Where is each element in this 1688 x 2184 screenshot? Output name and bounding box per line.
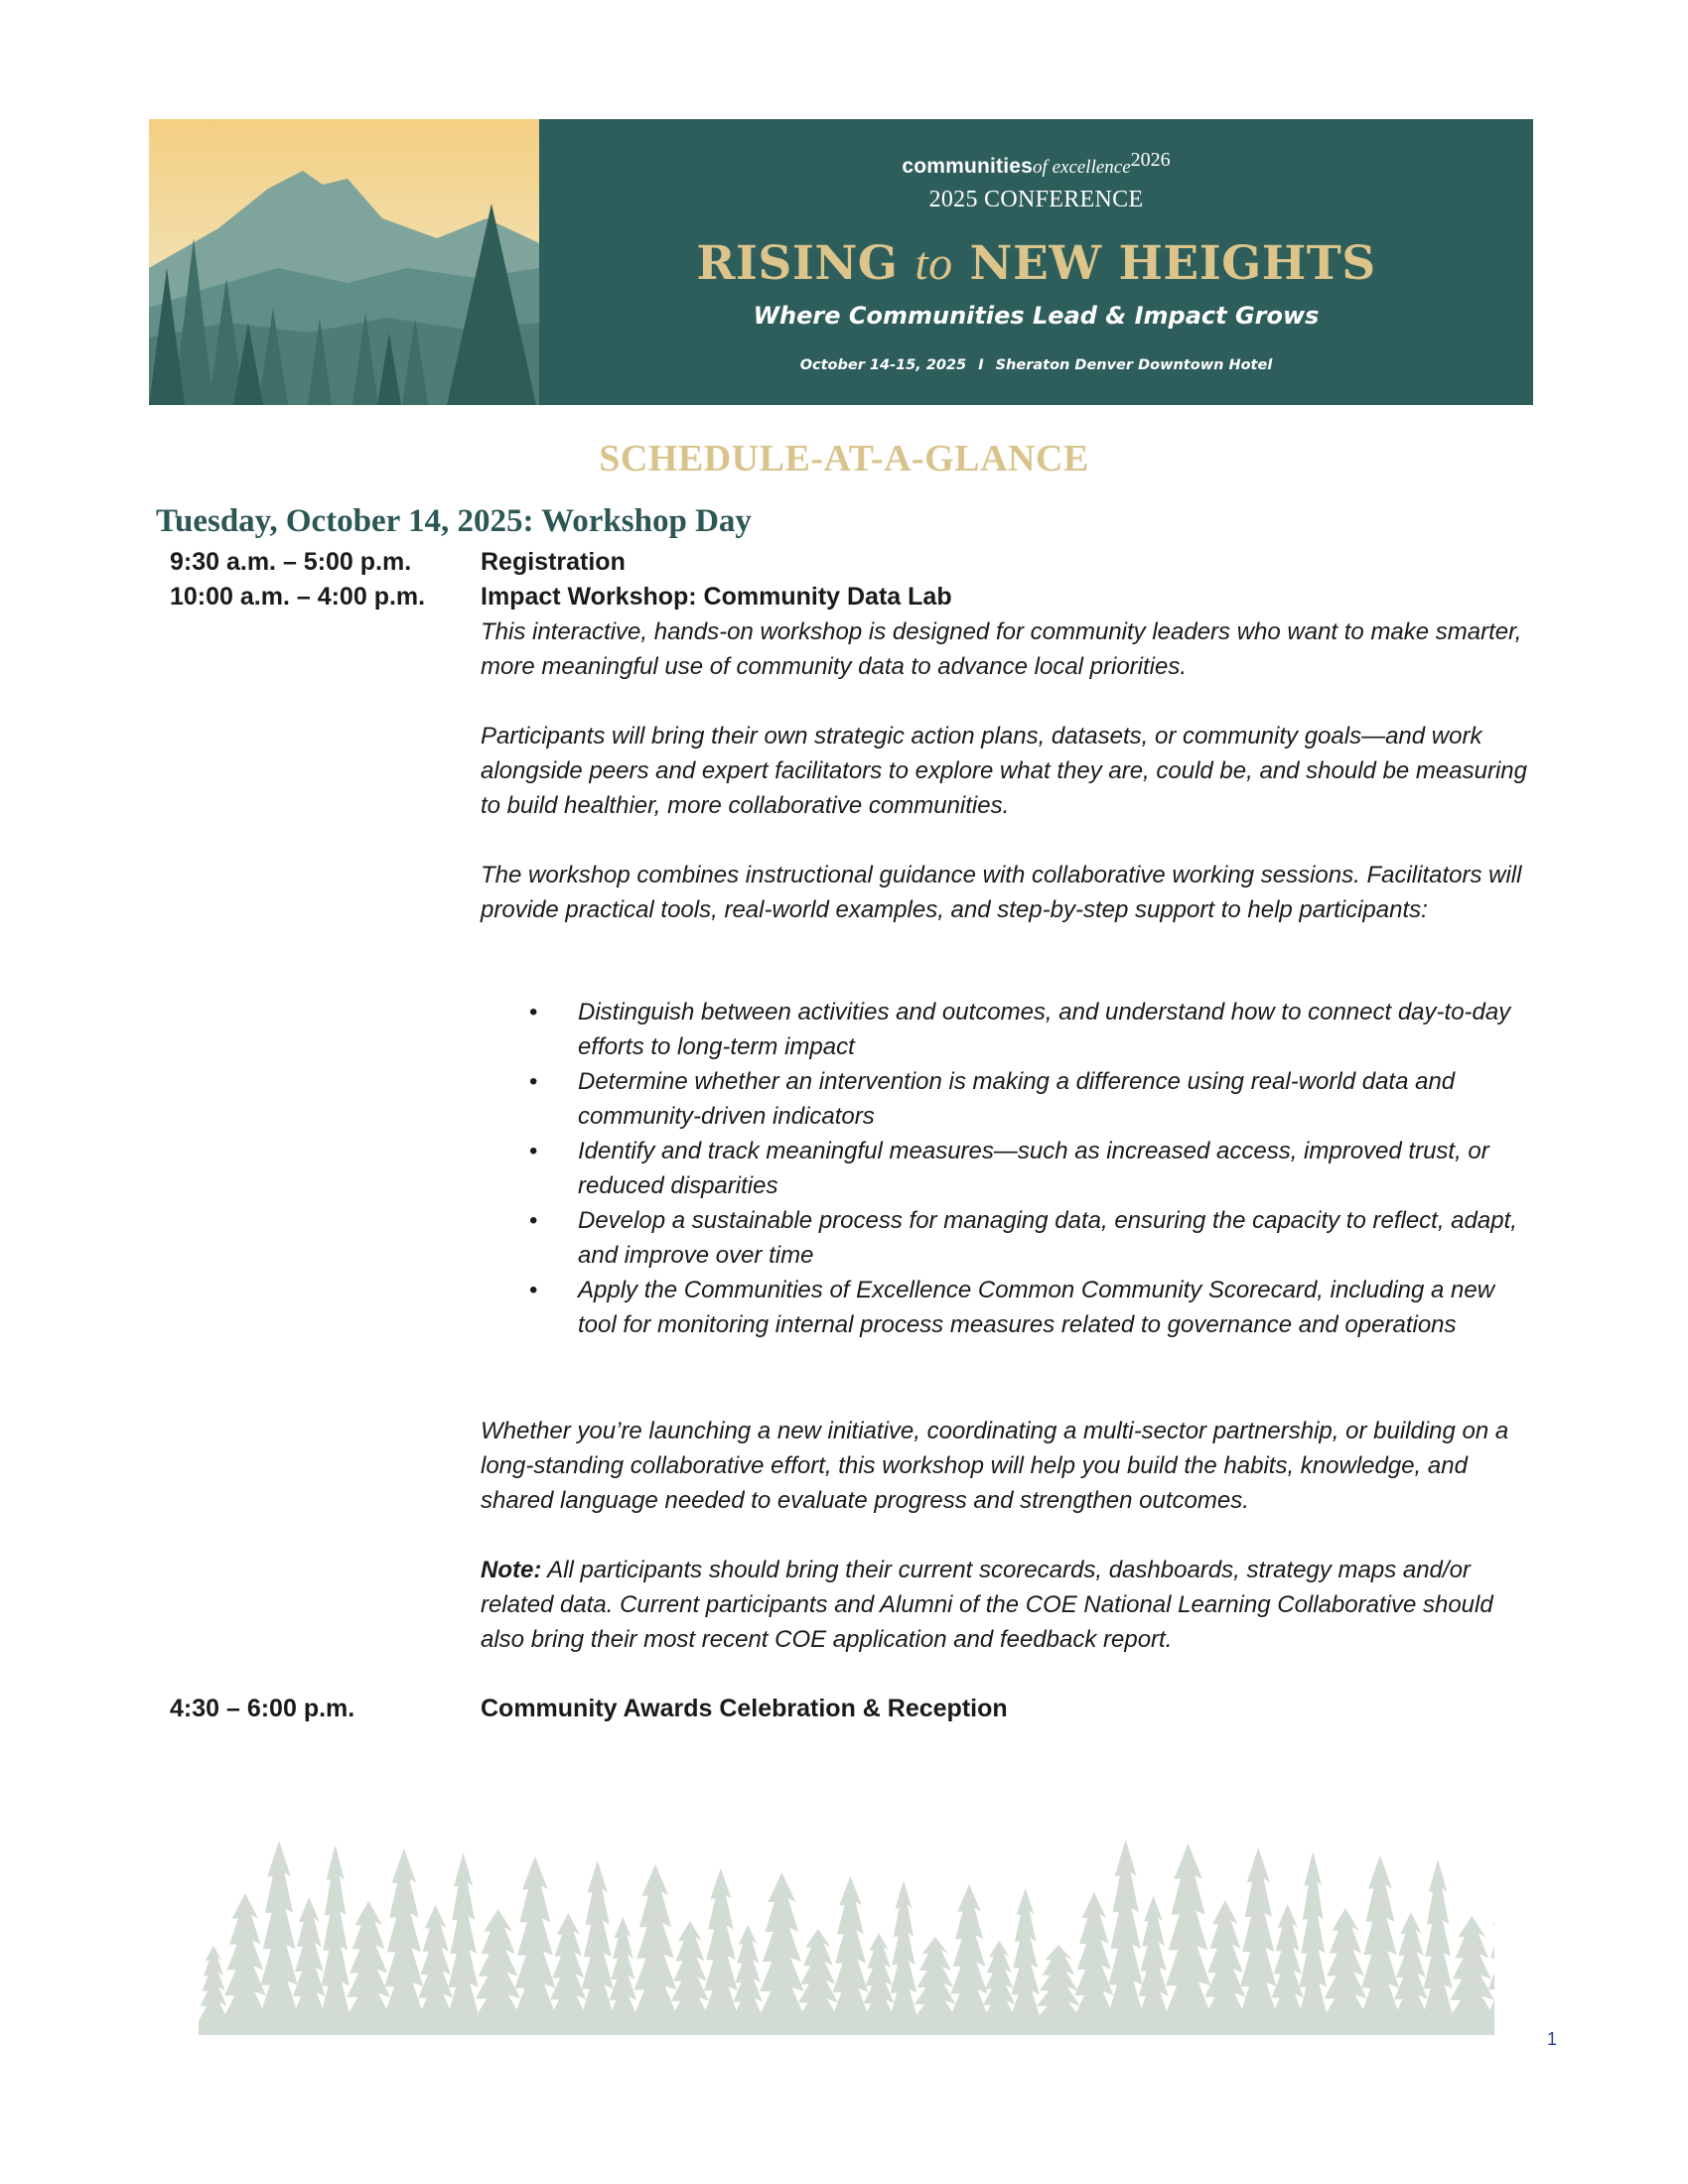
tree-silhouette — [632, 1864, 679, 2035]
note-text: All participants should bring their current scorecards, dashboards, strategy maps and/or related data. Current participants and Alumni of the COE National Learning Collaborative should also bring their most recent COE application and feedback report. — [481, 1557, 1493, 1653]
page-number: 1 — [1547, 2029, 1558, 2049]
list-item-text: Distinguish between activities and outcomes, and understand how to connect day-to-day efforts to long-term impact — [578, 999, 1511, 1060]
tree-silhouette — [512, 1856, 558, 2035]
tree-silhouette — [1422, 1859, 1455, 2035]
conference-theme — [539, 236, 1533, 291]
conference-dates-venue — [539, 357, 1533, 373]
brand-logo — [539, 149, 1533, 179]
tree-silhouette — [1298, 1851, 1329, 2035]
tree-silhouette — [830, 1876, 870, 2035]
workshop-paragraph-4: Whether you’re launching a new initiative, coordinating a multi-sector partnership, or building on a long-standing collaborative effort, this workshop will help you build the habits, knowledge, and shared language needed to evaluate progress and strengthen outcomes. — [481, 1418, 1509, 1514]
list-item — [481, 1134, 1533, 1203]
tree-line-decoration — [199, 1822, 1494, 2035]
page-title: SCHEDULE-AT-A-GLANCE — [599, 438, 1089, 479]
tree-silhouette — [580, 1860, 616, 2035]
schedule-time-registration: 9:30 a.m. – 5:00 p.m. — [170, 548, 412, 576]
theme-new-heights: NEW HEIGHTS — [969, 236, 1376, 291]
list-item — [481, 995, 1533, 1064]
list-item-text: Determine whether an intervention is making a difference using real-world data and community-driven indicators — [578, 1068, 1456, 1130]
workshop-paragraph-1: This interactive, hands-on workshop is designed for community leaders who want to make smarter, more meaningful use of community data to advance local priorities. — [481, 618, 1522, 680]
workshop-objectives-list — [481, 995, 1533, 1342]
tree-silhouette — [258, 1841, 300, 2035]
schedule-time-awards: 4:30 – 6:00 p.m. — [170, 1695, 355, 1722]
tree-line-ground — [199, 2021, 1494, 2035]
list-item — [481, 1203, 1533, 1273]
bullet-icon: • — [529, 1068, 538, 1095]
tree-silhouette — [1106, 1840, 1145, 2035]
list-item-text: Identify and track meaningful measures—such as increased access, improved trust, or reduced disparities — [578, 1138, 1489, 1199]
tree-silhouette — [320, 1844, 352, 2035]
tree-silhouette — [1358, 1855, 1401, 2035]
day-heading: Tuesday, October 14, 2025: Workshop Day — [156, 503, 752, 539]
banner-panel — [539, 119, 1533, 405]
brand-part-communities: communities — [902, 155, 1034, 178]
conference-banner — [149, 119, 1533, 405]
brand-part-year: 2026 — [1130, 149, 1171, 171]
conference-venue: Sheraton Denver Downtown Hotel — [995, 357, 1273, 373]
bullet-icon: • — [529, 1138, 538, 1164]
bullet-icon: • — [529, 1277, 538, 1303]
conference-subtitle: Where Communities Lead & Impact Grows — [753, 302, 1320, 330]
tree-silhouette — [702, 1868, 740, 2035]
schedule-time-workshop: 10:00 a.m. – 4:00 p.m. — [170, 583, 426, 611]
tree-silhouette — [1137, 1896, 1171, 2035]
workshop-paragraph-3: The workshop combines instructional guidance with collaborative working sessions. Facilitators will provide practical tools, real-world examples, and step-by-step support to help participants: — [481, 862, 1522, 923]
bullet-icon: • — [529, 999, 538, 1025]
tree-silhouette — [948, 1884, 990, 2035]
tree-silhouette — [447, 1852, 481, 2035]
tree-silhouette — [1163, 1843, 1213, 2035]
mountain-forest-illustration — [149, 119, 539, 405]
workshop-note — [481, 1553, 1533, 1657]
conference-label: 2025 CONFERENCE — [928, 187, 1144, 212]
schedule-title-awards: Community Awards Celebration & Reception — [481, 1695, 1008, 1722]
note-label: Note: — [481, 1557, 542, 1583]
workshop-paragraph-2: Participants will bring their own strategic action plans, datasets, or community goals—and work alongside peers and expert facilitators to explore what they are, could be, and should be measuring to build healthier, more collaborative communities. — [481, 723, 1527, 819]
tree-silhouette — [757, 1872, 806, 2035]
tree-silhouette — [1238, 1847, 1279, 2035]
schedule-title-registration: Registration — [481, 548, 626, 576]
tree-silhouette — [889, 1880, 918, 2035]
theme-rising: RISING — [696, 236, 899, 291]
list-item-text: Develop a sustainable process for managing data, ensuring the capacity to reflect, adapt, and improve over time — [578, 1207, 1517, 1269]
list-item — [481, 1064, 1533, 1134]
bullet-icon: • — [529, 1207, 538, 1234]
tree-silhouette — [1010, 1888, 1042, 2035]
tree-silhouette — [1447, 1916, 1494, 2035]
brand-part-of-excellence: of excellence — [1033, 157, 1131, 178]
theme-to: to — [914, 237, 953, 290]
date-venue-separator: I — [978, 357, 984, 373]
list-item-text: Apply the Communities of Excellence Common Community Scorecard, including a new tool for monitoring internal process measures related to governance and operations — [578, 1277, 1495, 1338]
conference-dates: October 14-15, 2025 — [799, 357, 967, 373]
tree-silhouette — [382, 1848, 426, 2035]
list-item — [481, 1273, 1533, 1342]
schedule-title-workshop: Impact Workshop: Community Data Lab — [481, 583, 952, 611]
